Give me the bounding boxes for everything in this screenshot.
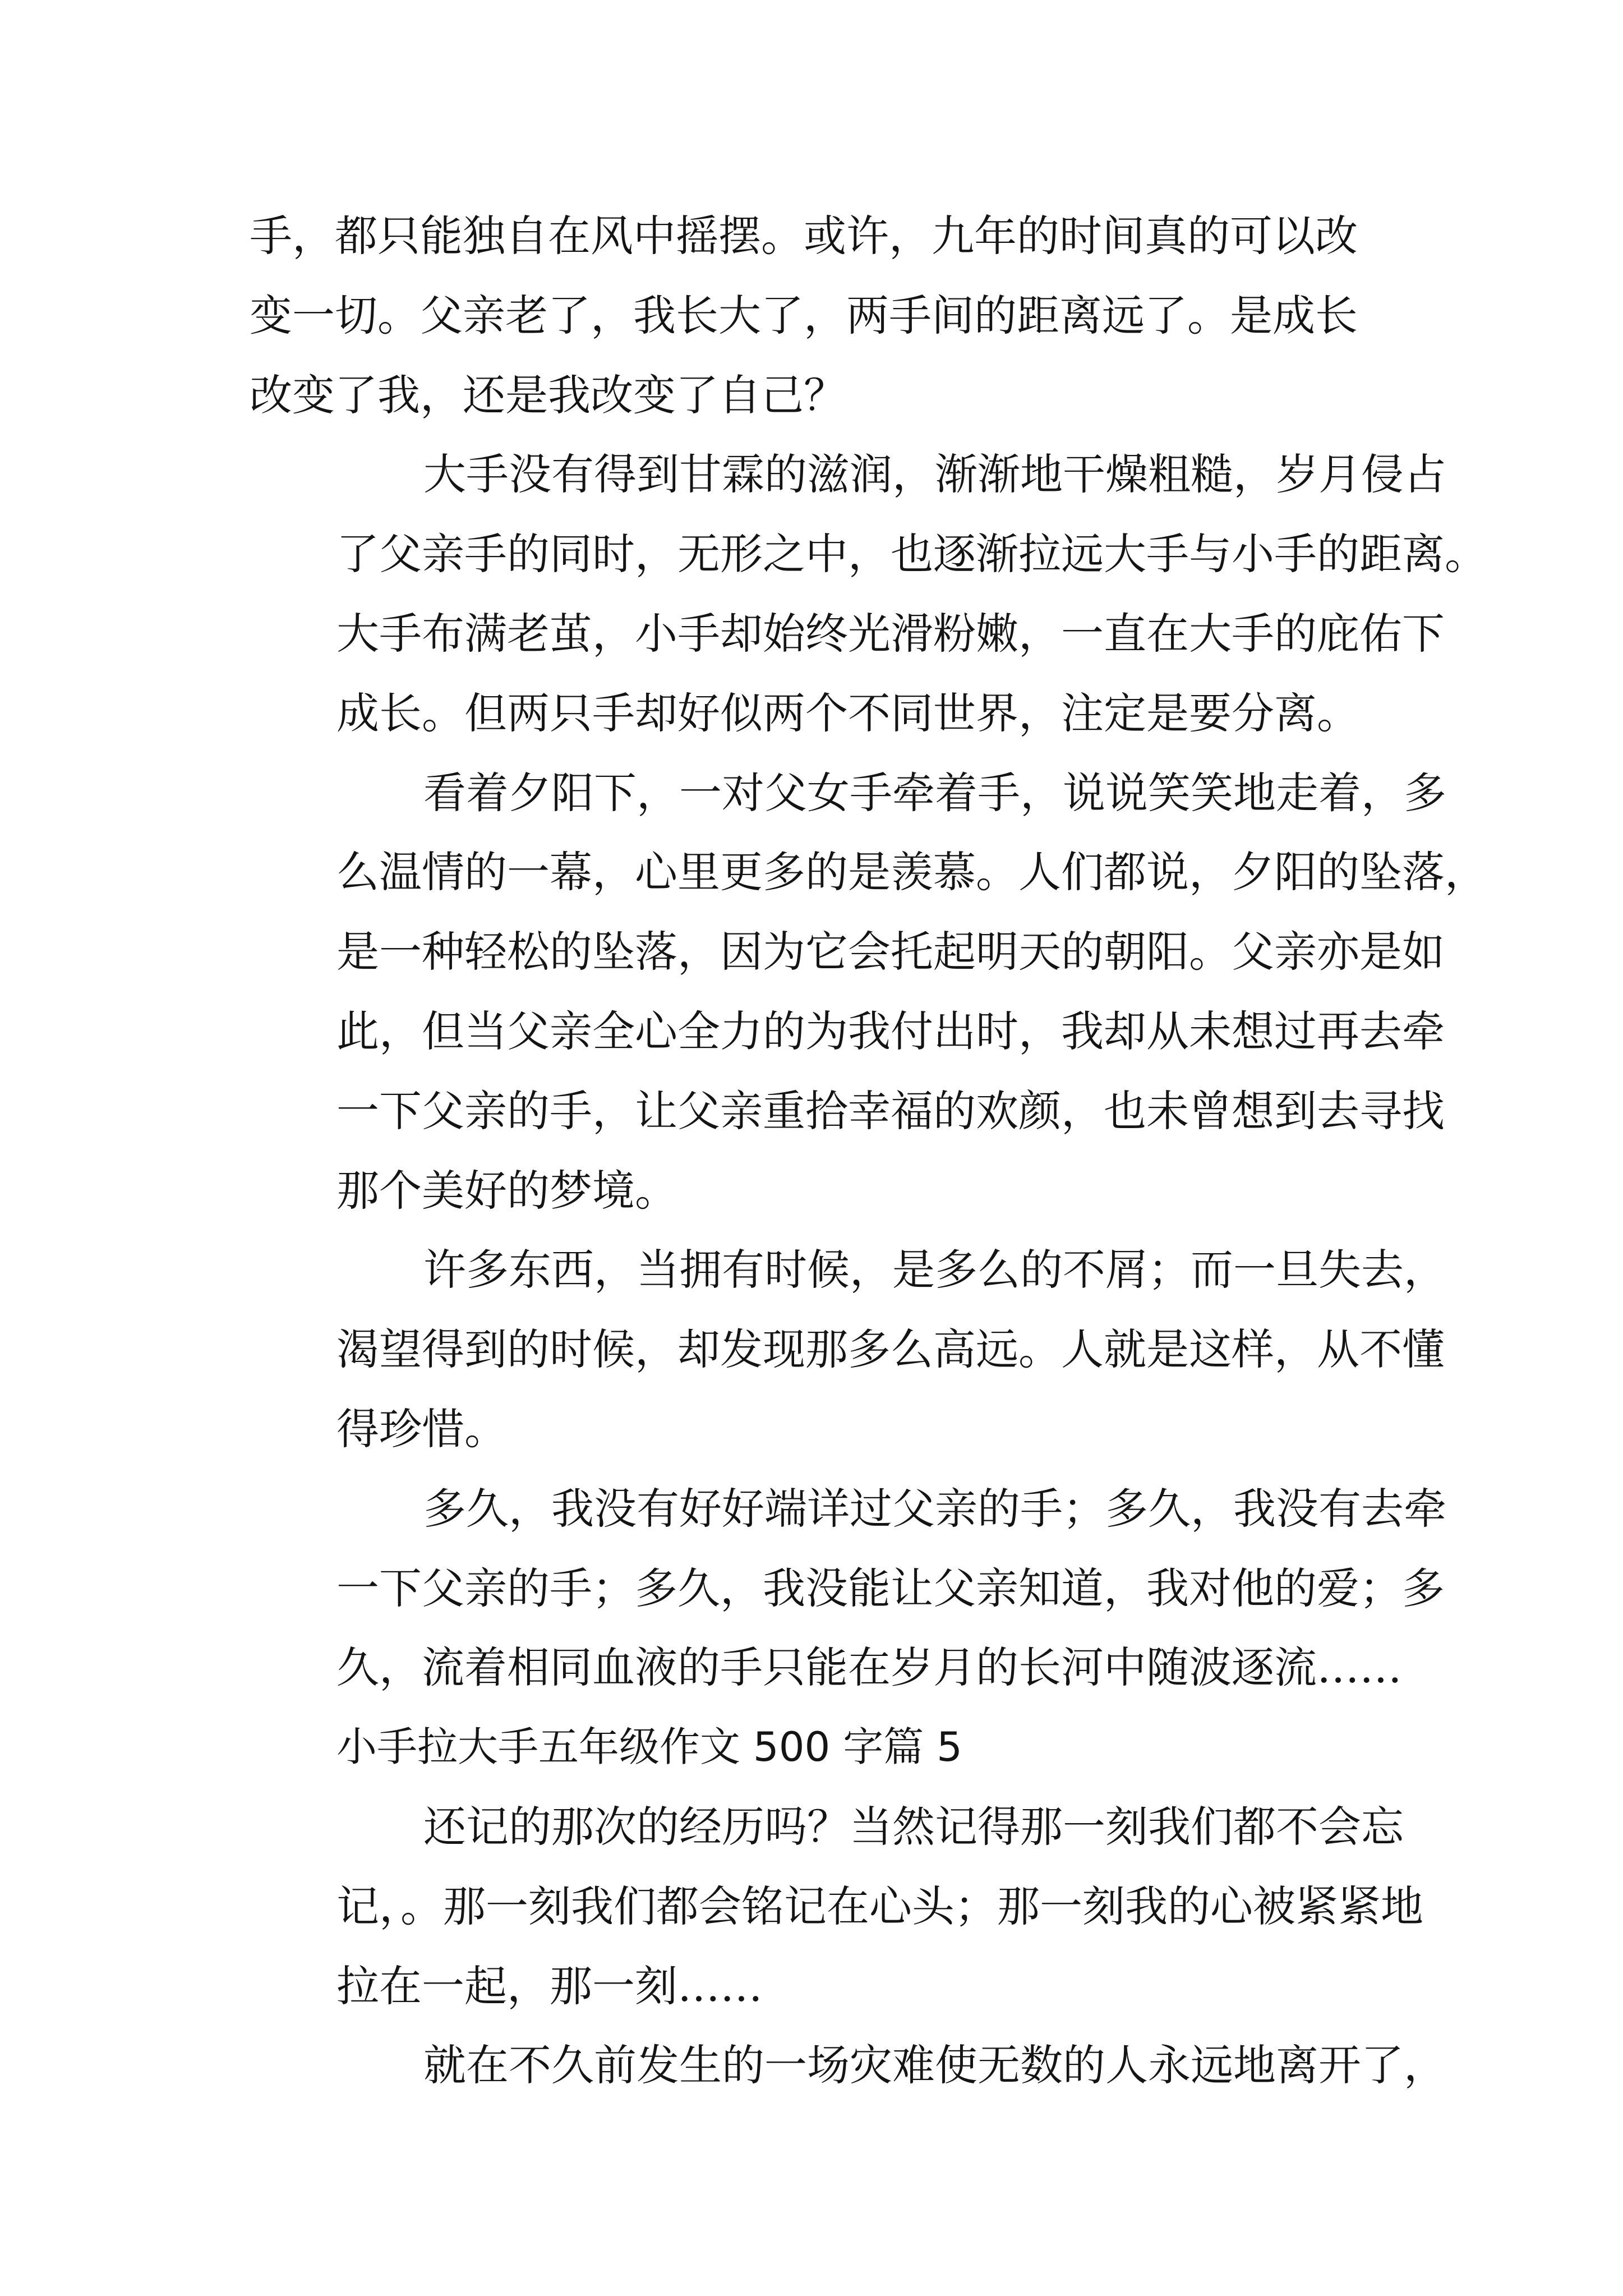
paragraph-1 [250, 196, 1371, 435]
paragraph-3 [250, 753, 1487, 1231]
text-line: 久，流着相同血液的手只能在岁月的长河中随波逐流…… [336, 1642, 1402, 1693]
document-body [250, 196, 1487, 2105]
text-line: 一下父亲的手；多久，我没能让父亲知道，我对他的爱；多 [336, 1563, 1445, 1613]
text-line: 就在不久前发生的一场灾难使无数的人永远地离开了， [423, 2040, 1446, 2091]
paragraph-6 [250, 1787, 1423, 2026]
text-line: 大手没有得到甘霖的滋润，渐渐地干燥粗糙，岁月侵占 [423, 449, 1446, 500]
text-line: 渴望得到的时候，却发现那多么高远。人就是这样，从不懂 [336, 1324, 1445, 1375]
paragraph-7 [250, 2026, 1446, 2105]
text-line: 一下父亲的手，让父亲重拾幸福的欢颜，也未曾想到去寻找 [336, 1085, 1445, 1136]
paragraph-5 [250, 1469, 1446, 1708]
text-line: 变一切。父亲老了，我长大了，两手间的距离远了。是成长 [250, 290, 1358, 341]
text-line: 记，。那一刻我们都会铭记在心头；那一刻我的心被紧紧地 [336, 1881, 1423, 1931]
text-line: 许多东西，当拥有时候，是多么的不屑；而一旦失去， [423, 1245, 1446, 1295]
text-line: 大手布满老茧，小手却始终光滑粉嫩，一直在大手的庇佑下 [336, 608, 1445, 659]
text-line: 多久，我没有好好端详过父亲的手；多久，我没有去牵 [423, 1483, 1446, 1534]
text-line: 还记的那次的经历吗？当然记得那一刻我们都不会忘 [423, 1801, 1404, 1852]
text-line: 得珍惜。 [336, 1404, 507, 1454]
text-line: 成长。但两只手却好似两个不同世界，注定是要分离。 [336, 688, 1359, 738]
text-line: 此，但当父亲全心全力的为我付出时，我却从未想过再去牵 [336, 1006, 1445, 1056]
text-line: 改变了我，还是我改变了自己？ [250, 370, 846, 420]
text-line: 手，都只能独自在风中摇摆。或许，九年的时间真的可以改 [250, 211, 1358, 261]
text-line: 是一种轻松的坠落，因为它会托起明天的朝阳。父亲亦是如 [336, 927, 1445, 977]
text-line: 么温情的一幕，心里更多的是羡慕。人们都说，夕阳的坠落， [336, 847, 1487, 898]
section-heading: 小手拉大手五年级作文 500 字篇 5 [336, 1723, 962, 1771]
paragraph-4 [250, 1230, 1446, 1469]
text-line: 看着夕阳下，一对父女手牵着手，说说笑笑地走着，多 [423, 767, 1446, 818]
text-line: 那个美好的梦境。 [336, 1165, 677, 1216]
paragraph-2 [250, 435, 1487, 753]
text-line: 拉在一起，那一刻…… [336, 1961, 763, 2011]
text-line: 了父亲手的同时，无形之中，也逐渐拉远大手与小手的距离。 [336, 529, 1487, 579]
